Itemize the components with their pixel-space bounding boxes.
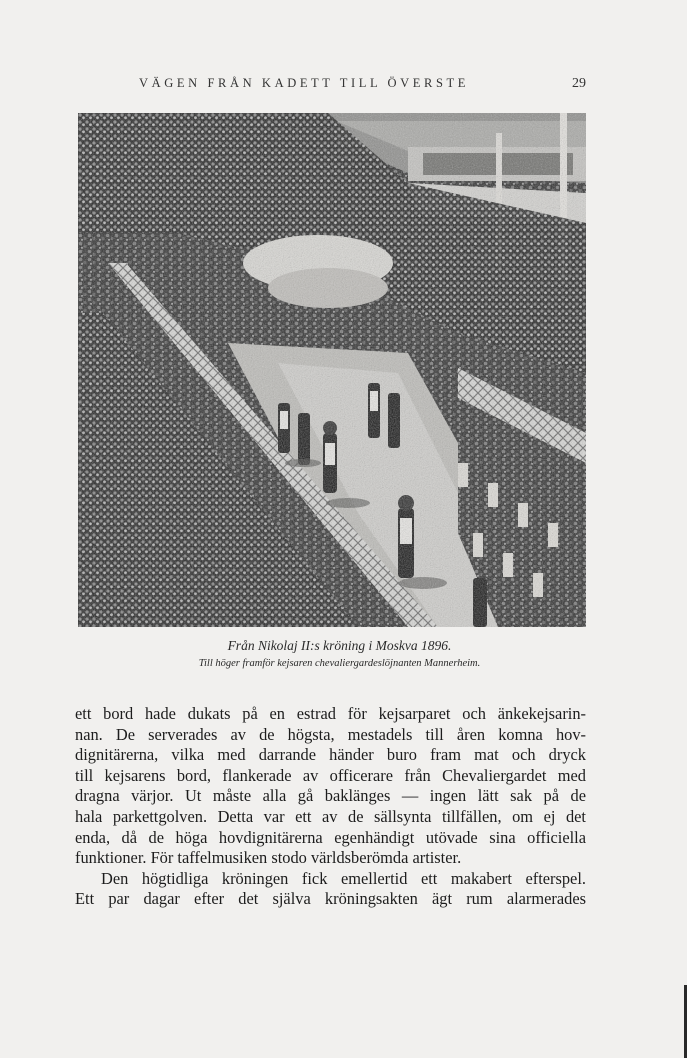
text-line: dignitärerna, vilka med darrande händer buro fram mat och dryck	[75, 745, 586, 765]
text-line: hala parkettgolven. Detta var ett av de sällsynta tillfällen, om ej det	[75, 806, 586, 826]
page-number: 29	[572, 76, 586, 91]
photograph-image	[78, 113, 586, 627]
text-line: dragna värjor. Ut måste alla gå baklänges — ingen lätt sak på de	[75, 786, 586, 806]
text-line: funktioner. För taffelmusiken stodo världsberömda artister.	[75, 848, 462, 868]
text-line: till kejsarens bord, flankerade av officerare från Chevaliergardet med	[75, 765, 586, 785]
paragraph	[75, 704, 586, 869]
text-line: Ett par dagar efter det själva kröningsakten ägt rum alarmerades	[75, 889, 586, 909]
figure-subcaption: Till höger framför kejsaren chevaliergardeslöjnanten Mannerheim.	[198, 658, 481, 669]
running-head: VÄGEN FRÅN KADETT TILL ÖVERSTE	[139, 76, 469, 90]
text-line: nan. De serverades av de högsta, mestadels till åren komna hov-	[75, 724, 586, 744]
body-text	[75, 704, 586, 910]
figure-caption: Från Nikolaj II:s kröning i Moskva 1896.	[227, 638, 452, 653]
paragraph	[75, 869, 586, 910]
text-line: Den högtidliga kröningen fick emellertid ett makabert efterspel.	[101, 868, 586, 888]
coronation-photograph	[78, 113, 586, 627]
text-line: ett bord hade dukats på en estrad för kejsarparet och änkekejsarin-	[75, 704, 586, 723]
text-line: enda, då de höga hovdignitärerna egenhändigt utövade sina officiella	[75, 827, 586, 847]
